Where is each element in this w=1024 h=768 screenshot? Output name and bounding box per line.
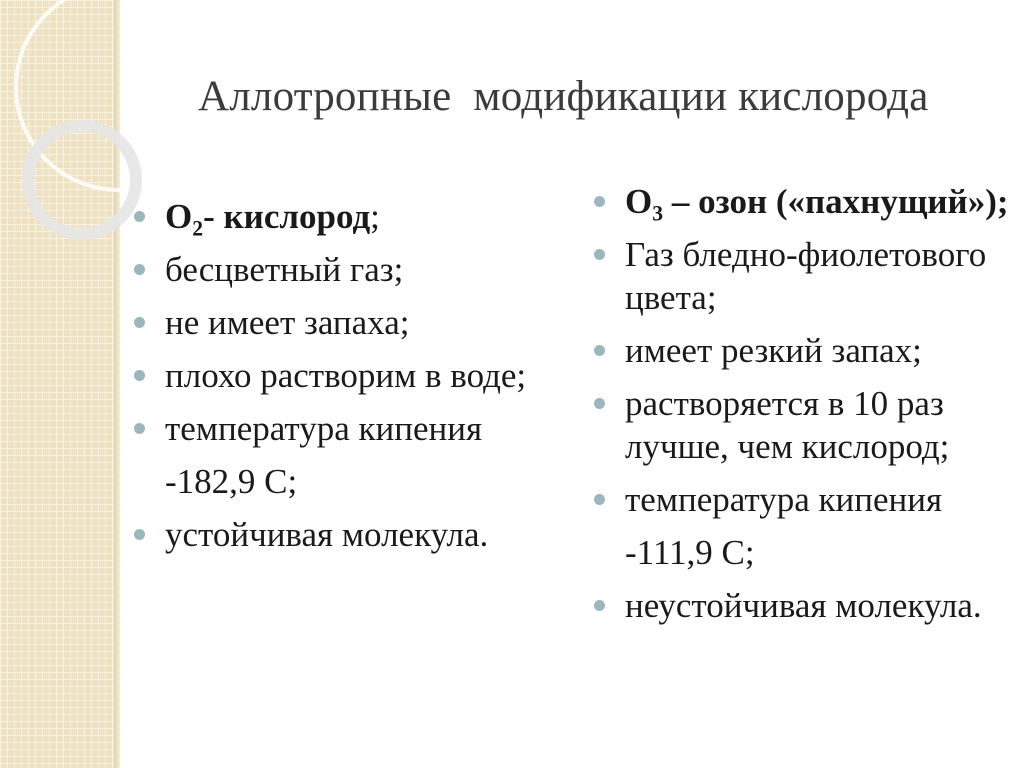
list-item-oxygen-head: $О_2-$ кислород; (134, 195, 574, 238)
oxygen-column (134, 195, 574, 566)
ozone-column (594, 180, 1014, 637)
list-item-boiling-point: температура кипения (134, 407, 574, 450)
decorative-ring-small (22, 120, 142, 240)
bullet-icon (134, 264, 145, 275)
list-item: бесцветный газ; (134, 248, 574, 291)
bullet-icon (594, 398, 605, 409)
ozone-formula: $О_3$ – озон («пахнущий»); (625, 182, 1009, 226)
oxygen-formula: $О_2-$ кислород (165, 197, 371, 241)
list-item-boiling-point: температура кипения (594, 478, 1014, 521)
boiling-point-value: -182,9 С; (165, 462, 298, 501)
list-item: растворяется в 10 раз лучше, чем кислород; (594, 382, 1014, 468)
bullet-icon (134, 423, 145, 434)
list-item: имеет резкий запах; (594, 329, 1014, 372)
bullet-icon (594, 249, 605, 260)
bullet-icon (594, 345, 605, 356)
bullet-icon (134, 317, 145, 328)
bullet-icon (594, 196, 605, 207)
bullet-icon (134, 211, 145, 222)
bullet-icon (594, 494, 605, 505)
bullet-icon (134, 370, 145, 381)
bullet-icon (594, 600, 605, 611)
bullet-icon (134, 529, 145, 540)
boiling-point-value: -111,9 С; (625, 533, 755, 572)
list-item: устойчивая молекула. (134, 513, 574, 556)
list-item: не имеет запаха; (134, 301, 574, 344)
list-item-ozone-head (594, 180, 1014, 226)
list-item: Газ бледно-фиолетового цвета; (594, 233, 1014, 319)
slide-title: Аллотропные модификации кислорода (198, 73, 929, 120)
list-item: плохо растворим в воде; (134, 354, 574, 397)
list-item: неустойчивая молекула. (594, 584, 1014, 627)
